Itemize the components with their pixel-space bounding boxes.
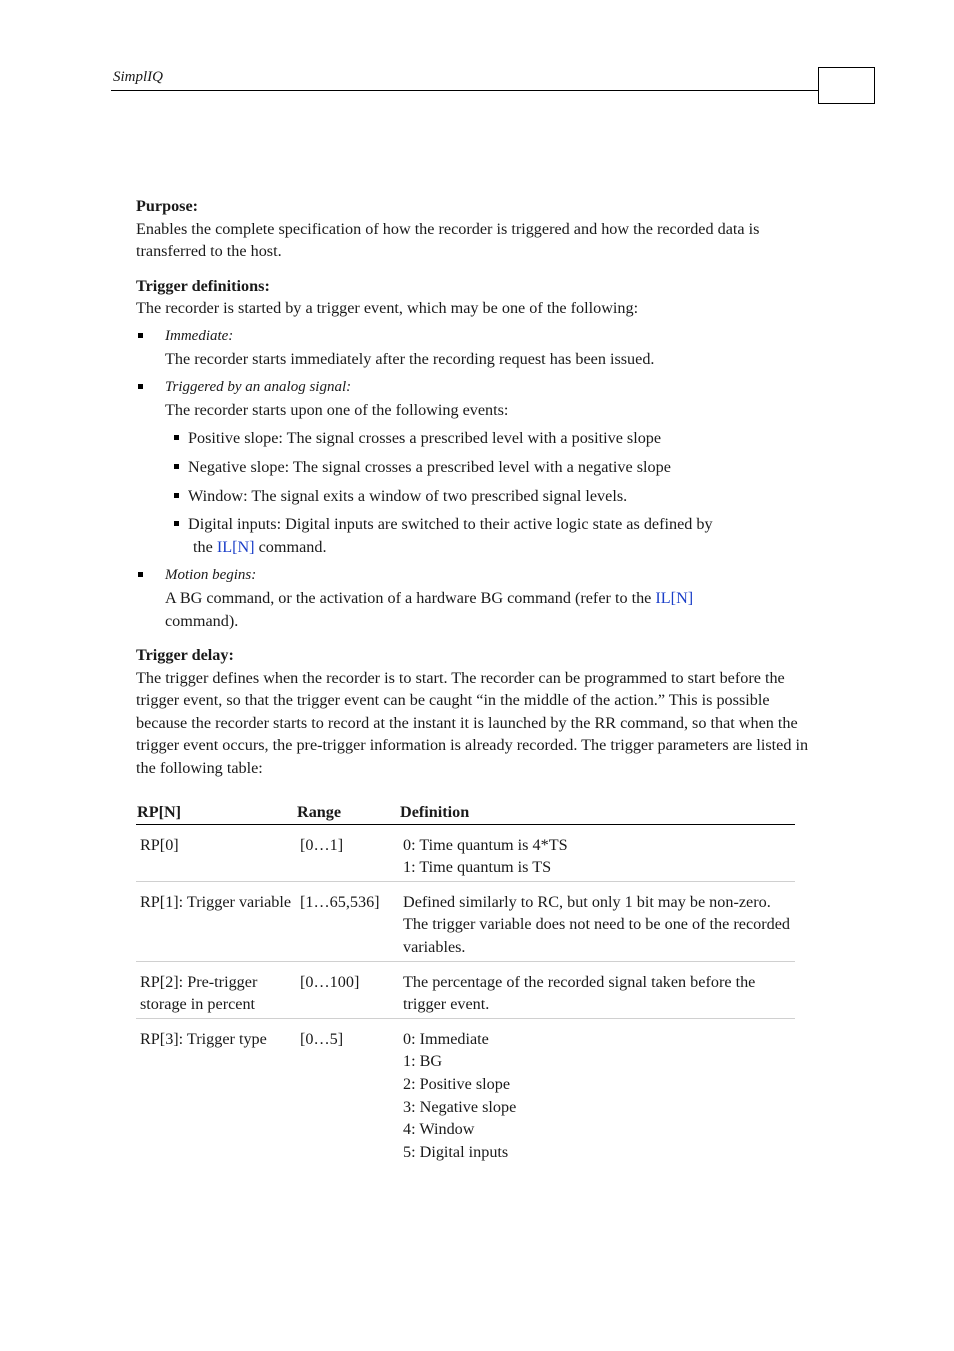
- definition-cell: [399, 824, 795, 881]
- definition-line: Defined similarly to RC, but only 1 bit may be non-zero. The trigger variable does not need to be one of the recorded variables.: [403, 892, 790, 956]
- range-cell: [0…1]: [296, 824, 399, 881]
- table-header-row: [136, 801, 795, 824]
- param-cell: RP[2]: Pre-trigger storage in percent: [136, 961, 296, 1018]
- definition-line: 2: Positive slope: [403, 1074, 511, 1093]
- list-item-digital-inputs: [165, 513, 816, 558]
- analog-text: The recorder starts upon one of the following events:: [165, 400, 509, 419]
- motion-text: [165, 587, 816, 632]
- trigger-delay-section: [136, 644, 816, 780]
- trigger-definitions-section: [136, 275, 816, 632]
- analog-events-list: [165, 427, 816, 558]
- definition-line: 3: Negative slope: [403, 1097, 517, 1116]
- range-cell: [1…65,536]: [296, 881, 399, 961]
- trigger-parameters-table: [136, 801, 795, 1165]
- param-cell: RP[1]: Trigger variable: [136, 881, 296, 961]
- range-cell: [0…5]: [300, 1029, 344, 1048]
- range-cell: [0…100]: [296, 961, 399, 1018]
- motion-text-start: A BG command, or the activation of a hardware BG command (refer to the: [165, 588, 652, 607]
- purpose-text: Enables the complete specification of how the recorder is triggered and how the recorded data is transferred to the host.: [136, 219, 760, 261]
- definition-cell: [399, 881, 795, 961]
- il-n-link-motion[interactable]: IL[N]: [655, 588, 694, 607]
- definition-line: 4: Window: [403, 1120, 475, 1139]
- definition-cell: [399, 1018, 795, 1165]
- trigger-definitions-intro: The recorder is started by a trigger event, which may be one of the following:: [136, 299, 639, 318]
- param-cell: RP[0]: [136, 824, 296, 881]
- table-row: [136, 824, 795, 881]
- list-item-window: Window: The signal exits a window of two prescribed signal levels.: [165, 485, 816, 508]
- list-item-motion: [136, 564, 816, 632]
- list-item-analog: [136, 376, 816, 558]
- header-title: SimplIQ: [113, 69, 163, 85]
- il-n-link[interactable]: IL[N]: [216, 537, 255, 556]
- header-rule: [111, 90, 819, 91]
- digital-inputs-tail: command.: [258, 537, 327, 556]
- motion-text-end: command).: [165, 611, 239, 630]
- table-row: [136, 881, 795, 961]
- definition-line: 0: Time quantum is 4*TS: [403, 835, 568, 854]
- definition-cell: [399, 961, 795, 1018]
- page-number-box: [818, 67, 875, 104]
- analog-title: Triggered by an analog signal:: [165, 379, 352, 396]
- table-row: [136, 1018, 795, 1165]
- table-row: [136, 961, 795, 1018]
- motion-title: Motion begins:: [165, 567, 257, 584]
- digital-inputs-the: the: [193, 537, 213, 556]
- definition-line: 1: Time quantum is TS: [403, 858, 552, 877]
- column-header-range: Range: [296, 801, 399, 824]
- definition-line: 5: Digital inputs: [403, 1142, 509, 1161]
- definition-line: 0: Immediate: [403, 1029, 489, 1048]
- trigger-delay-heading: Trigger delay:: [136, 646, 234, 665]
- list-item-positive-slope: Positive slope: The signal crosses a prescribed level with a positive slope: [165, 427, 816, 450]
- param-cell: RP[3]: Trigger type: [140, 1029, 267, 1048]
- definition-line: The percentage of the recorded signal taken before the trigger event.: [403, 972, 756, 1014]
- purpose-section: [136, 195, 816, 263]
- list-item-negative-slope: Negative slope: The signal crosses a prescribed level with a negative slope: [165, 456, 816, 479]
- document-body: [136, 195, 816, 792]
- purpose-heading: Purpose:: [136, 197, 199, 215]
- immediate-text: The recorder starts immediately after the recording request has been issued.: [165, 349, 655, 368]
- trigger-delay-text: The trigger defines when the recorder is to start. The recorder can be programmed to start before the trigger event, so that the trigger event can be caught “in the middle of the action.” This is possible because the recorder starts to record at the instant it is launched by the RR command, so that when the trigger event occurs, the pre-trigger information is already recorded. The trigger parameters are listed in the following table:: [136, 668, 809, 778]
- trigger-definitions-heading: Trigger definitions:: [136, 276, 270, 295]
- list-item-immediate: [136, 325, 816, 370]
- trigger-types-list: [136, 325, 816, 632]
- definition-line: 1: BG: [403, 1052, 443, 1071]
- column-header-definition: Definition: [399, 801, 795, 824]
- column-header-rpn: RP[N]: [136, 801, 296, 824]
- immediate-title: Immediate:: [165, 327, 234, 344]
- digital-inputs-text: Digital inputs: Digital inputs are switched to their active logic state as defined by: [188, 515, 713, 534]
